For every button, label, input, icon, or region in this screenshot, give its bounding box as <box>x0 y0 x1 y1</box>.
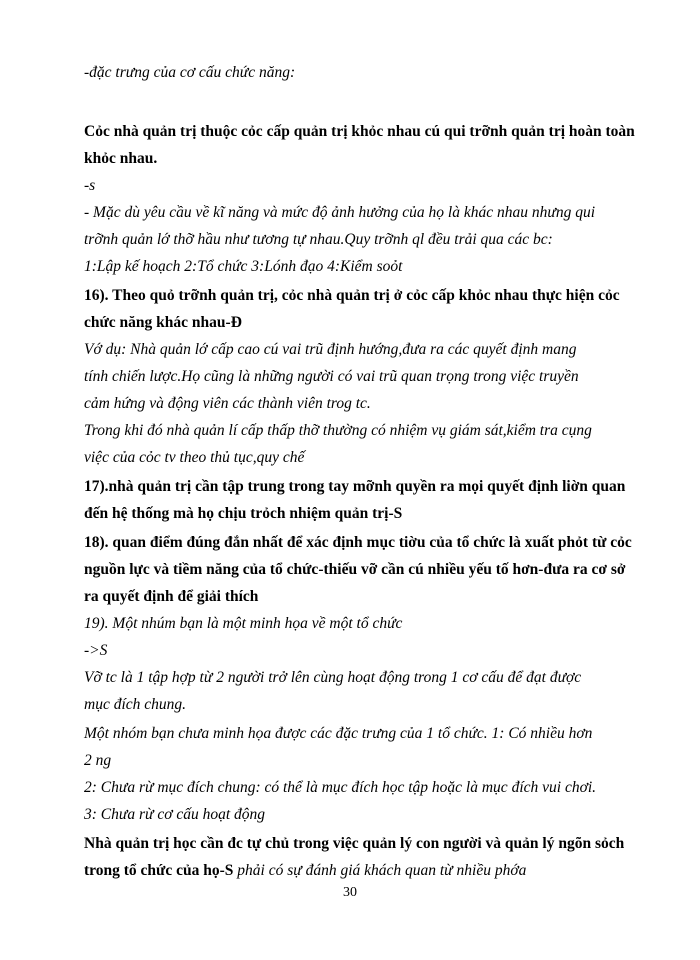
text-line: chức năng khác nhau-Đ <box>84 314 242 331</box>
bold-segment: trong tổ chức của họ-S <box>84 862 238 879</box>
text-line: 3: Chưa rừ cơ cấu hoạt động <box>84 806 266 823</box>
italic-segment: phải có sự đánh giá khách quan từ nhiều phớa <box>237 862 527 879</box>
text-line: 18). quan điểm đúng đắn nhất để xác định mục tiờu của tổ chức là xuất phỏt từ cỏc <box>84 534 632 551</box>
text-line: 2: Chưa rừ mục đích chung: có thể là mục đích học tập hoặc là mục đích vui chơi. <box>84 779 597 796</box>
page-number: 30 <box>343 885 357 900</box>
text-line: 19). Một nhúm bạn là một minh họa về một tổ chức <box>84 615 403 632</box>
text-line: 1:Lập kế hoạch 2:Tổ chức 3:Lónh đạo 4:Kiểm soỏt <box>84 258 403 275</box>
text-line: Trong khi đó nhà quản lí cấp thấp thỡ thường có nhiệm vụ giám sát,kiểm tra cụng <box>84 422 592 439</box>
text-line: 17).nhà quản trị cần tập trung trong tay mỡnh quyền ra mọi quyết định liờn quan <box>84 478 626 495</box>
text-line: Cỏc nhà quản trị thuộc cỏc cấp quản trị khỏc nhau cú qui trỡnh quản trị hoàn toàn <box>84 123 635 140</box>
text-line: tính chiến lược.Họ cũng là những người có vai trũ quan trọng trong việc truyền <box>84 368 579 385</box>
text-line: Một nhóm bạn chưa minh họa được các đặc trưng của 1 tổ chức. 1: Có nhiều hơn <box>84 725 593 742</box>
text-line: cảm hứng và động viên các thành viên trog tc. <box>84 395 371 412</box>
text-line: nguồn lực và tiềm năng của tổ chức-thiếu vỡ cần cú nhiều yếu tố hơn-đưa ra cơ sở <box>84 561 626 578</box>
text-line: ->S <box>84 642 108 659</box>
text-line: Nhà quản trị học cần đc tự chủ trong việc quản lý con người và quản lý ngõn sỏch <box>84 835 625 852</box>
text-line: 2 ng <box>84 752 112 769</box>
text-line: - Mặc dù yêu cầu về kĩ năng và mức độ ảnh hưởng của họ là khác nhau nhưng qui <box>84 204 596 221</box>
text-line: ra quyết định để giải thích <box>84 588 259 605</box>
text-line: Vỡ tc là 1 tập hợp từ 2 người trở lên cùng hoạt động trong 1 cơ cấu để đạt được <box>84 669 582 686</box>
text-line-mixed <box>84 861 640 881</box>
text-line: -đặc trưng của cơ cấu chức năng: <box>84 64 296 81</box>
text-line: mục đích chung. <box>84 696 187 713</box>
text-line: trỡnh quản lớ thỡ hầu như tương tự nhau.Quy trỡnh ql đều trải qua các bc: <box>84 231 553 248</box>
text-line: khỏc nhau. <box>84 150 158 167</box>
text-line: đến hệ thống mà họ chịu trỏch nhiệm quản trị-S <box>84 505 403 522</box>
text-line: Vớ dụ: Nhà quản lớ cấp cao cú vai trũ định hướng,đưa ra các quyết định mang <box>84 341 577 358</box>
text-line: việc của cỏc tv theo thủ tục,quy chế <box>84 449 305 466</box>
text-line: -s <box>84 177 96 194</box>
text-line: 16). Theo quỏ trỡnh quản trị, cỏc nhà quản trị ở cỏc cấp khỏc nhau thực hiện cỏc <box>84 287 620 304</box>
